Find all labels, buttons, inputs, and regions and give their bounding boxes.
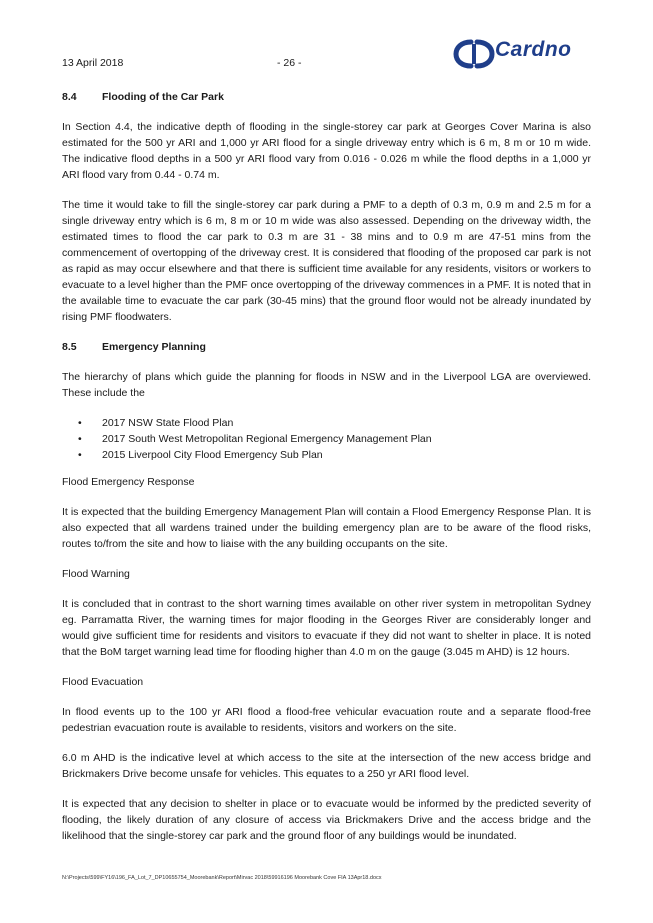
plans-list	[62, 415, 591, 463]
section-heading-8-4	[62, 89, 591, 105]
cardno-swoosh-icon	[453, 36, 495, 72]
list-item: • 2015 Liverpool City Flood Emergency Sub Plan	[62, 447, 591, 463]
document-body	[62, 89, 591, 858]
file-path-footer: N:\Projects\599\FY16\196_FA_Lot_7_DP10655754_Moorebank\Report\Mirvac 2018\59916196 Moorebank Cove FIA 13Apr18.docx	[62, 875, 382, 881]
page-header	[0, 0, 653, 90]
subheading-evacuation: Flood Evacuation	[62, 676, 144, 688]
list-item: • 2017 South West Metropolitan Regional Emergency Management Plan	[62, 431, 591, 447]
list-item: • 2017 NSW State Flood Plan	[62, 415, 591, 431]
paragraph: It is expected that any decision to shelter in place or to evacuate would be informed by the predicted severity of flooding, the likely duration of any closure of access via Brickmakers Drive and the access bridge and the likelihood that the single-storey car park and the ground floor of any buildings would be inundated.	[62, 798, 591, 842]
paragraph: The time it would take to fill the single-storey car park during a PMF to a depth of 0.3 m, 0.9 m and 2.5 m for a single driveway entry which is 6 m, 8 m or 10 m wide was also assessed. Depending on the driveway width, the estimated times to flood the car park to 0.3 m are 31 - 38 mins and to 0.9 m are 47-51 mins from the commencement of overtopping of the driveway crest. It is considered that flooding of the proposed car park is not as rapid as may occur elsewhere and that there is sufficient time available for any residents, visitors or workers to evacuate to a level higher than the PMF once overtopping of the driveway commences in a PMF. It is noted that in the available time to evacuate the car park (30-45 mins) that the ground floor would not be already inundated by rising PMF floodwaters.	[62, 199, 591, 323]
header-date: 13 April 2018	[62, 57, 124, 69]
section-number: 8.5	[62, 341, 77, 353]
paragraph: It is expected that the building Emergency Management Plan will contain a Flood Emergency Response Plan. It is also expected that all wardens trained under the building emergency plan are to be aware of the flood risks, routes to/from the site and how to liaise with the any building occupants on the site.	[62, 506, 591, 550]
logo-wordmark: Cardno	[495, 38, 572, 61]
paragraph: In Section 4.4, the indicative depth of flooding in the single-storey car park at Georges Cover Marina is also estimated for the 500 yr ARI and 1,000 yr ARI flood for a single driveway entry which is 6 m, 8 m or 10 m wide. The indicative flood depths in a 500 yr ARI flood vary from 0.016 - 0.026 m while the flood depths in a 1,000 yr ARI flood vary from 0.44 - 0.74 m.	[62, 121, 591, 181]
section-heading-8-5	[62, 339, 591, 355]
subheading-warning: Flood Warning	[62, 568, 130, 580]
section-title: Flooding of the Car Park	[102, 91, 224, 103]
paragraph: 6.0 m AHD is the indicative level at which access to the site at the intersection of the new access bridge and Brickmakers Drive become unsafe for vehicles. This equates to a 250 yr ARI flood level.	[62, 752, 591, 780]
page-number: - 26 -	[277, 57, 302, 69]
section-number: 8.4	[62, 91, 77, 103]
paragraph: It is concluded that in contrast to the short warning times available on other river system in metropolitan Sydney eg. Parramatta River, the warning times for major flooding in the Georges River are considerably longer and would give sufficient time for residents and visitors to evacuate if they did not want to shelter in place. It is noted that the BoM target warning lead time for flooding higher than 4.0 m on the gauge (3.045 m AHD) is 12 hours.	[62, 598, 591, 658]
paragraph: The hierarchy of plans which guide the planning for floods in NSW and in the Liverpool LGA are overviewed. These include the	[62, 371, 591, 399]
section-title: Emergency Planning	[102, 341, 206, 353]
paragraph: In flood events up to the 100 yr ARI flood a flood-free vehicular evacuation route and a separate flood-free pedestrian evacuation route is available to residents, visitors and workers on the site.	[62, 706, 591, 734]
subheading-response: Flood Emergency Response	[62, 476, 195, 488]
cardno-logo	[453, 36, 618, 72]
